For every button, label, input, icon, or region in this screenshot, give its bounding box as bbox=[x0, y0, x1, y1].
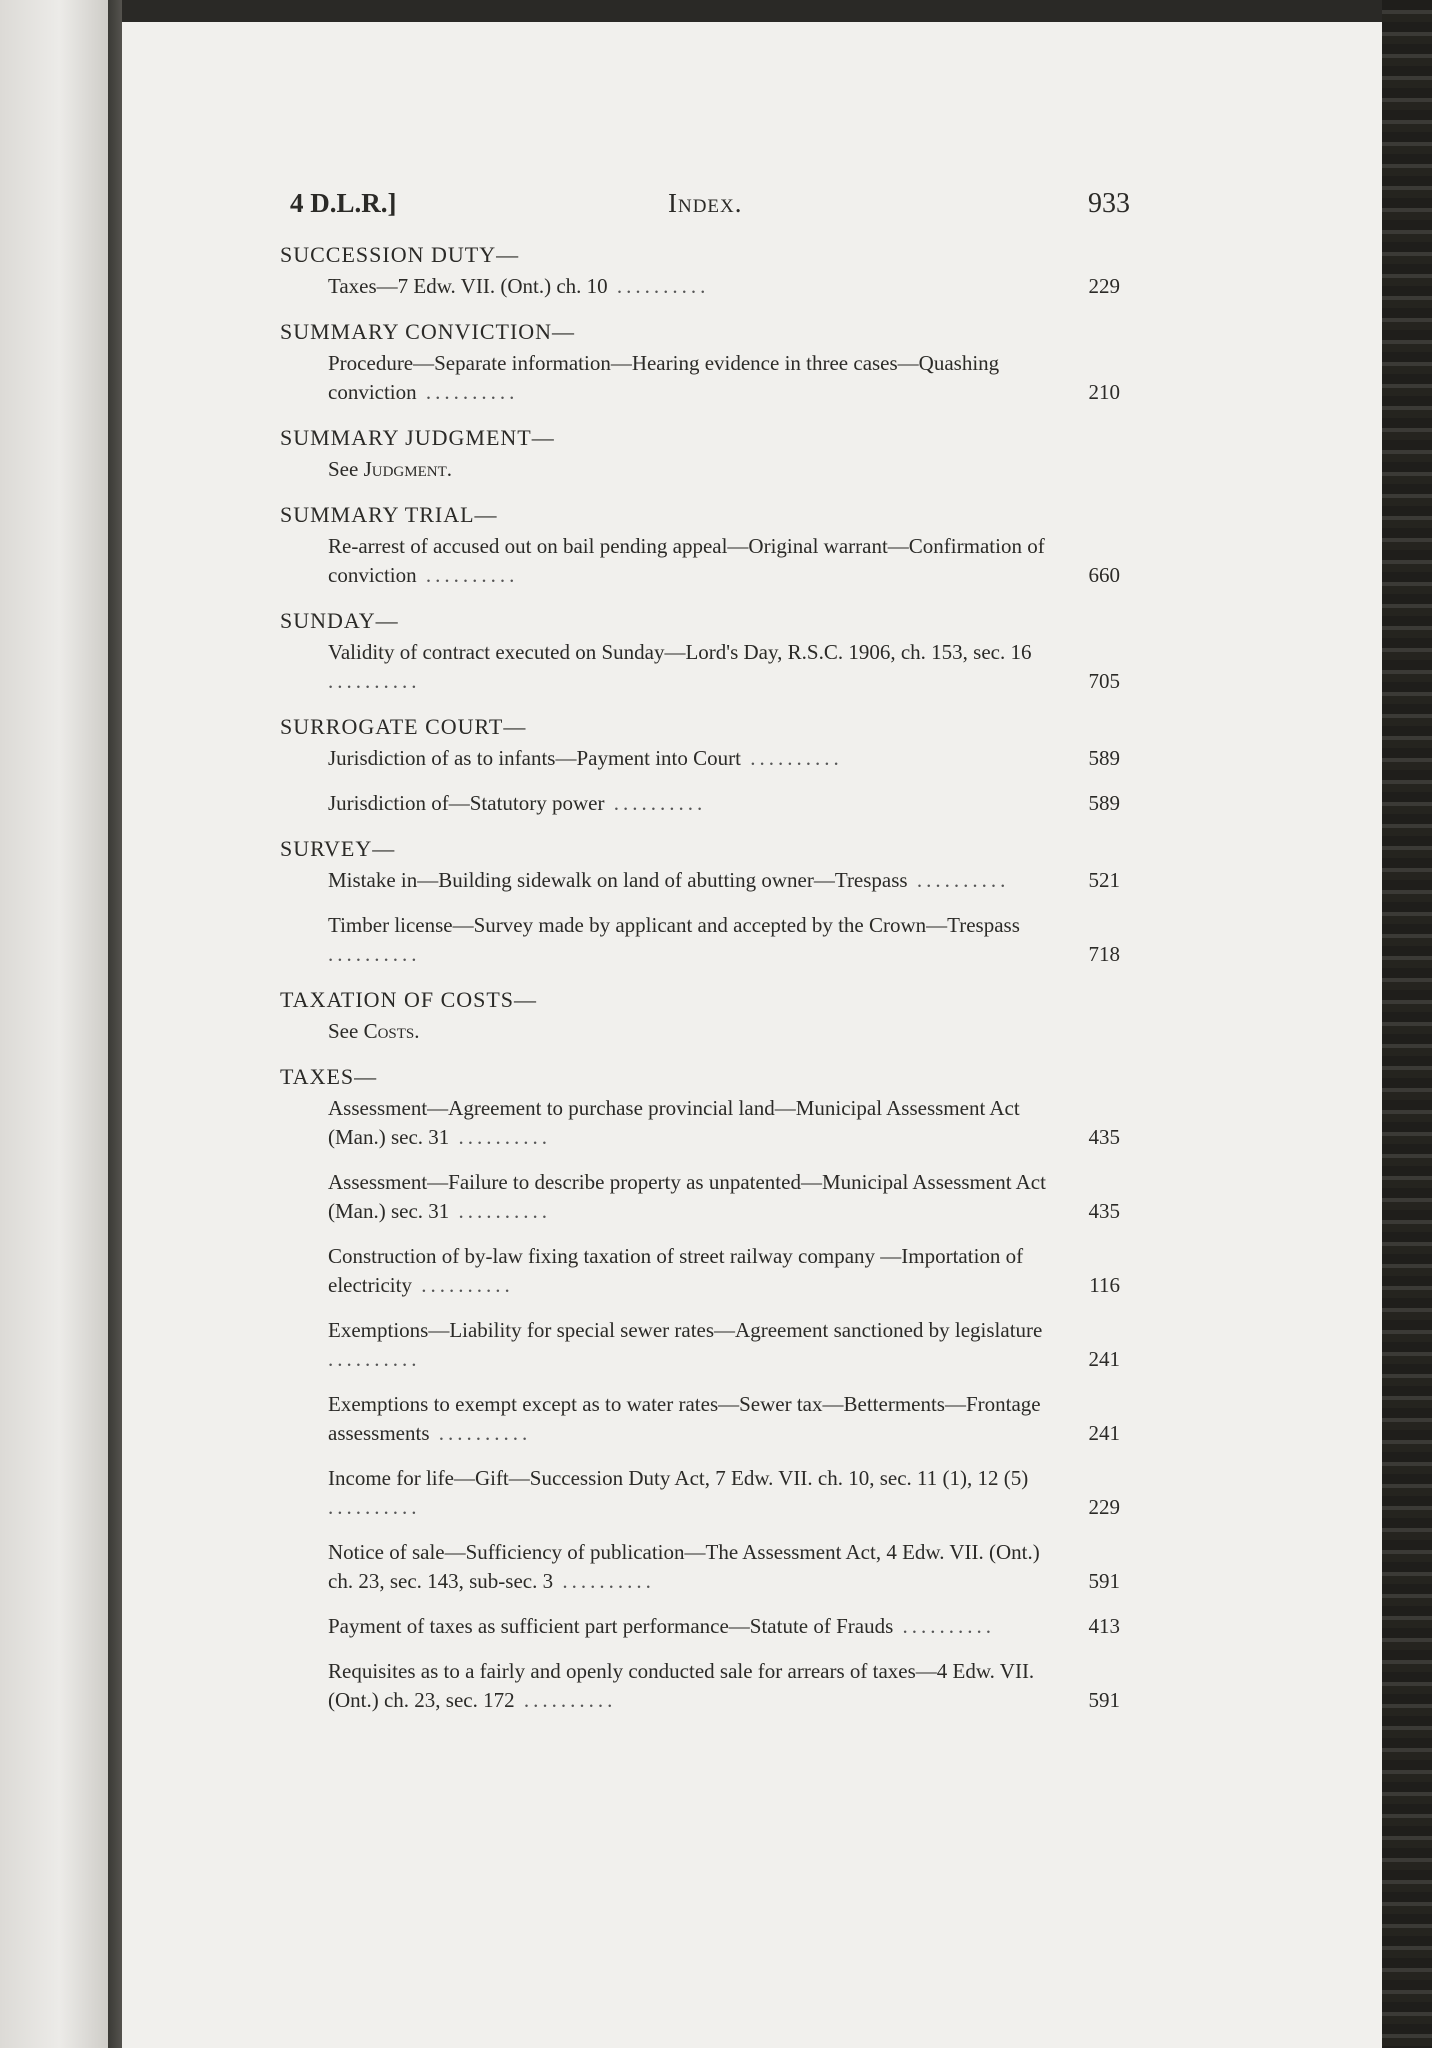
page-stack-edge bbox=[1382, 0, 1432, 2048]
index-entry bbox=[280, 866, 1120, 895]
adjacent-page-edge bbox=[0, 0, 108, 2048]
entry-text-block bbox=[328, 1316, 1050, 1374]
index-section bbox=[280, 423, 1120, 484]
index-entry bbox=[280, 349, 1120, 407]
index-entry bbox=[280, 1242, 1120, 1300]
index-entry bbox=[280, 744, 1120, 773]
section-heading: SUMMARY CONVICTION— bbox=[280, 319, 576, 344]
index-list bbox=[280, 240, 1120, 1731]
index-entry bbox=[280, 1094, 1120, 1152]
index-section bbox=[280, 712, 1120, 818]
entry-text-block bbox=[328, 638, 1050, 696]
see-prefix: See bbox=[328, 1019, 359, 1043]
index-section bbox=[280, 500, 1120, 590]
entry-text-block bbox=[328, 1538, 1050, 1596]
entry-page-number: 413 bbox=[1088, 1614, 1120, 1638]
see-target: Costs. bbox=[363, 1019, 420, 1043]
volume-reference: 4 D.L.R.] bbox=[290, 188, 397, 218]
index-entry bbox=[280, 911, 1120, 969]
dot-leader: .......... bbox=[449, 1199, 552, 1223]
section-heading: SURVEY— bbox=[280, 836, 396, 861]
index-entry bbox=[280, 532, 1120, 590]
entry-page-number: 210 bbox=[1088, 380, 1120, 404]
entry-text: Timber license—Survey made by applicant and accepted by the Crown—Trespass bbox=[328, 913, 1020, 937]
dot-leader: .......... bbox=[740, 746, 843, 770]
entry-text-block bbox=[328, 532, 1050, 590]
entry-text-block bbox=[328, 272, 1050, 301]
entry-text-block bbox=[328, 1168, 1050, 1226]
index-entry bbox=[280, 789, 1120, 818]
index-entry bbox=[280, 1464, 1120, 1522]
entry-text-block bbox=[328, 1390, 1050, 1448]
section-heading: SUNDAY— bbox=[280, 608, 399, 633]
dot-leader: .......... bbox=[607, 274, 710, 298]
entry-text: Construction of by-law fixing taxation of street railway company —Importation of electricity bbox=[328, 1244, 1024, 1297]
dot-leader: .......... bbox=[328, 1347, 421, 1371]
entry-text-block bbox=[328, 866, 1050, 895]
see-target: Judgment. bbox=[363, 457, 452, 481]
entry-text: Payment of taxes as sufficient part performance—Statute of Frauds bbox=[328, 1614, 894, 1638]
entry-page-number: 435 bbox=[1088, 1199, 1120, 1223]
see-reference bbox=[280, 1017, 1120, 1046]
entry-text-block bbox=[328, 1657, 1050, 1715]
entry-text-block bbox=[328, 911, 1050, 969]
section-heading: SUMMARY TRIAL— bbox=[280, 502, 498, 527]
dot-leader: .......... bbox=[893, 1614, 996, 1638]
entry-text-block bbox=[328, 1094, 1050, 1152]
section-heading: TAXES— bbox=[280, 1064, 378, 1089]
entry-text: Exemptions to exempt except as to water rates—Sewer tax—Betterments—Frontage assessments bbox=[328, 1392, 1041, 1445]
entry-text: Re-arrest of accused out on bail pending appeal—Original warrant—Confirmation of conviction bbox=[328, 534, 1045, 587]
dot-leader: .......... bbox=[553, 1569, 655, 1593]
entry-page-number: 116 bbox=[1089, 1273, 1120, 1297]
entry-text-block bbox=[328, 1242, 1050, 1300]
entry-text: Assessment—Failure to describe property as unpatented—Municipal Assessment Act (Man.) sec. 31 bbox=[328, 1170, 1046, 1223]
running-header bbox=[290, 188, 1130, 228]
index-section bbox=[280, 240, 1120, 301]
book-gutter bbox=[108, 0, 122, 2048]
dot-leader: .......... bbox=[416, 563, 519, 587]
index-section bbox=[280, 317, 1120, 407]
dot-leader: .......... bbox=[328, 942, 421, 966]
page-title: Index. bbox=[668, 188, 743, 218]
entry-text-block bbox=[328, 789, 1050, 818]
index-section bbox=[280, 985, 1120, 1046]
index-entry bbox=[280, 1657, 1120, 1715]
entry-text: Income for life—Gift—Succession Duty Act, 7 Edw. VII. ch. 10, sec. 11 (1), 12 (5) bbox=[328, 1466, 1029, 1490]
index-section bbox=[280, 834, 1120, 969]
index-entry bbox=[280, 1612, 1120, 1641]
dot-leader: .......... bbox=[449, 1125, 552, 1149]
entry-page-number: 521 bbox=[1088, 868, 1120, 892]
entry-page-number: 589 bbox=[1088, 791, 1120, 815]
section-heading: SUCCESSION DUTY— bbox=[280, 242, 520, 267]
dot-leader: .......... bbox=[907, 868, 1010, 892]
dot-leader: .......... bbox=[514, 1688, 617, 1712]
index-entry bbox=[280, 272, 1120, 301]
entry-page-number: 660 bbox=[1088, 563, 1120, 587]
section-heading: SURROGATE COURT— bbox=[280, 714, 527, 739]
entry-page-number: 229 bbox=[1088, 1495, 1120, 1519]
entry-page-number: 591 bbox=[1088, 1569, 1120, 1593]
entry-page-number: 718 bbox=[1088, 942, 1120, 966]
index-section bbox=[280, 606, 1120, 696]
index-entry bbox=[280, 1390, 1120, 1448]
entry-text: Exemptions—Liability for special sewer rates—Agreement sanctioned by legislature bbox=[328, 1318, 1043, 1342]
section-heading: TAXATION OF COSTS— bbox=[280, 987, 538, 1012]
dot-leader: .......... bbox=[429, 1421, 532, 1445]
entry-text: Validity of contract executed on Sunday—Lord's Day, R.S.C. 1906, ch. 153, sec. 16 bbox=[328, 640, 1032, 664]
dot-leader: .......... bbox=[411, 1273, 514, 1297]
index-section bbox=[280, 1062, 1120, 1715]
entry-page-number: 705 bbox=[1088, 669, 1120, 693]
entry-text-block bbox=[328, 349, 1050, 407]
index-entry bbox=[280, 638, 1120, 696]
entry-text: Assessment—Agreement to purchase provincial land—Municipal Assessment Act (Man.) sec. 31 bbox=[328, 1096, 1020, 1149]
index-entry bbox=[280, 1538, 1120, 1596]
page-number: 933 bbox=[1088, 188, 1130, 219]
entry-page-number: 241 bbox=[1088, 1347, 1120, 1371]
entry-page-number: 241 bbox=[1088, 1421, 1120, 1445]
entry-text: Mistake in—Building sidewalk on land of abutting owner—Trespass bbox=[328, 868, 908, 892]
dot-leader: .......... bbox=[328, 669, 421, 693]
entry-text-block bbox=[328, 744, 1050, 773]
dot-leader: .......... bbox=[416, 380, 519, 404]
entry-text-block bbox=[328, 1612, 1050, 1641]
index-entry bbox=[280, 1168, 1120, 1226]
entry-text: Notice of sale—Sufficiency of publication—The Assessment Act, 4 Edw. VII. (Ont.) ch. 23, sec. 143, sub-sec. 3 bbox=[328, 1540, 1040, 1593]
see-prefix: See bbox=[328, 457, 359, 481]
entry-page-number: 591 bbox=[1088, 1688, 1120, 1712]
see-reference bbox=[280, 455, 1120, 484]
section-heading: SUMMARY JUDGMENT— bbox=[280, 425, 555, 450]
entry-text: Procedure—Separate information—Hearing evidence in three cases—Quashing conviction bbox=[328, 351, 1000, 404]
dot-leader: .......... bbox=[604, 791, 707, 815]
entry-page-number: 229 bbox=[1088, 274, 1120, 298]
index-entry bbox=[280, 1316, 1120, 1374]
entry-text: Requisites as to a fairly and openly conducted sale for arrears of taxes—4 Edw. VII. (Ont.) ch. 23, sec. 172 bbox=[328, 1659, 1035, 1712]
entry-text: Taxes—7 Edw. VII. (Ont.) ch. 10 bbox=[328, 274, 608, 298]
entry-text-block bbox=[328, 1464, 1050, 1522]
entry-page-number: 589 bbox=[1088, 746, 1120, 770]
entry-text: Jurisdiction of as to infants—Payment into Court bbox=[328, 746, 741, 770]
dot-leader: .......... bbox=[328, 1495, 421, 1519]
entry-text: Jurisdiction of—Statutory power bbox=[328, 791, 605, 815]
entry-page-number: 435 bbox=[1088, 1125, 1120, 1149]
